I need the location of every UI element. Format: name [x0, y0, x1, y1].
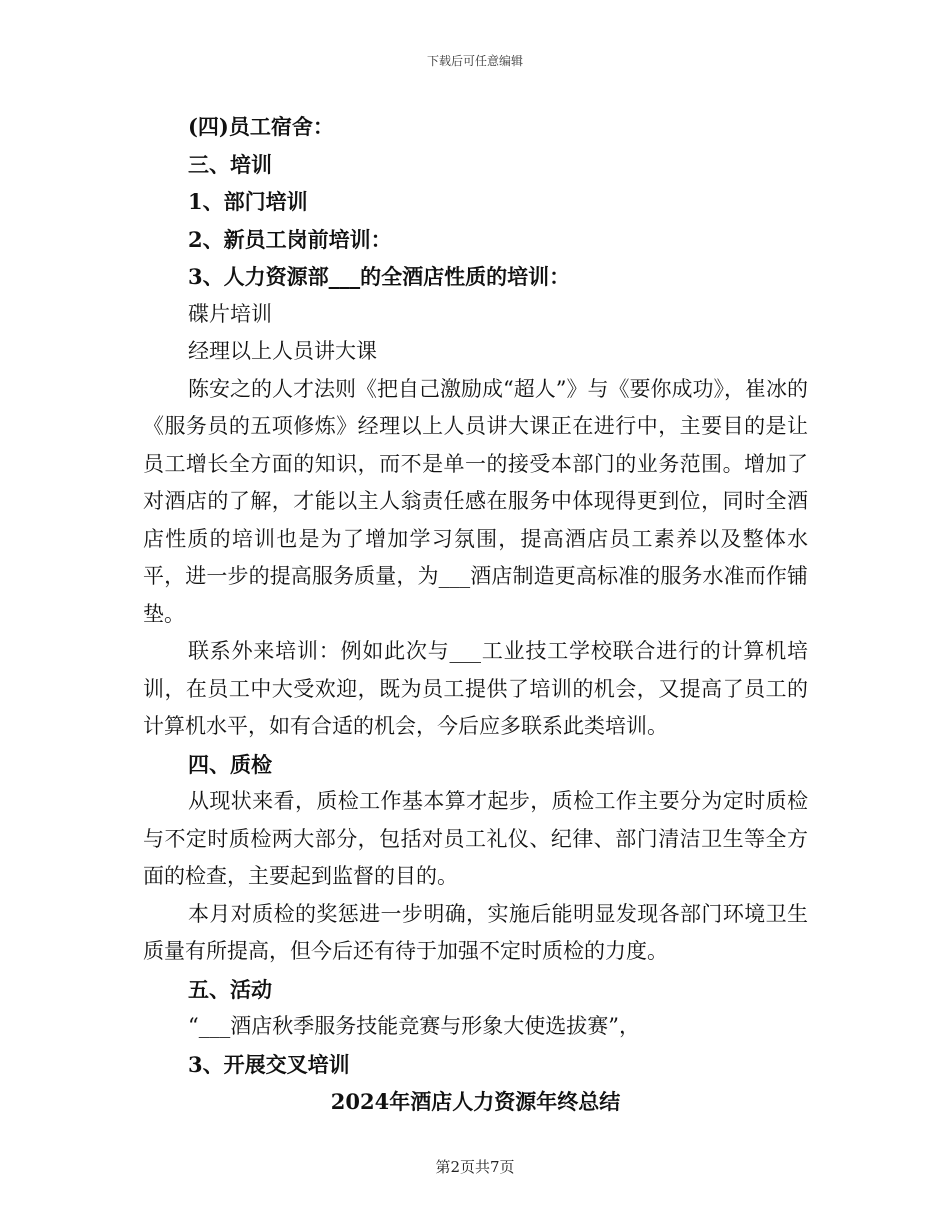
page-number: 第2页共7页	[435, 1158, 515, 1176]
paragraph-quality-reward: 本月对质检的奖惩进一步明确，实施后能明显发现各部门环境卫生质量有所提高，但今后还有待于加强不定时质检的力度。	[143, 901, 808, 963]
document-title: 2024年酒店人力资源年终总结	[330, 1089, 621, 1114]
heading-cross-training: 3、开展交叉培训	[188, 1051, 350, 1077]
paragraph-quality-status: 从现状来看，质检工作基本算才起步，质检工作主要分为定时质检与不定时质检两大部分，包括对员工礼仪、纪律、部门清洁卫生等全方面的检查，主要起到监督的目的。	[143, 789, 808, 888]
heading-training: 三、培训	[188, 151, 272, 177]
heading-hr-training: 3、人力资源部___的全酒店性质的培训：	[188, 264, 571, 289]
page-header-note: 下载后可任意编辑	[426, 54, 523, 68]
text-disc-training: 碟片培训	[188, 301, 272, 326]
heading-quality-check: 四、质检	[188, 751, 272, 777]
text-activity-contest: “___酒店秋季服务技能竞赛与形象大使选拔赛”，	[188, 1014, 640, 1038]
heading-dormitory: (四)员工宿舍：	[188, 114, 334, 139]
document-body	[143, 108, 808, 1121]
paragraph-lecture-details: 陈安之的人才法则《把自己激励成“超人”》与《要你成功》，崔冰的《服务员的五项修炼》经理以上人员讲大课正在进行中，主要目的是让员工增长全方面的知识，而不是单一的接受本部门的业务范围。增加了对酒店的了解，才能以主人翁责任感在服务中体现得更到位，同时全酒店性质的培训也是为了增加学习氛围，提高酒店员工素养以及整体水平，进一步的提高服务质量，为___酒店制造更高标准的服务水准而作铺垫。	[143, 376, 808, 626]
heading-new-staff-training: 2、新员工岗前培训：	[188, 226, 392, 252]
text-manager-lecture: 经理以上人员讲大课	[188, 339, 377, 363]
heading-dept-training: 1、部门培训	[188, 189, 308, 214]
paragraph-external-training: 联系外来培训：例如此次与___工业技工学校联合进行的计算机培训，在员工中大受欢迎，既为员工提供了培训的机会，又提高了员工的计算机水平，如有合适的机会，今后应多联系此类培训。	[143, 639, 808, 738]
heading-activities: 五、活动	[188, 976, 272, 1002]
